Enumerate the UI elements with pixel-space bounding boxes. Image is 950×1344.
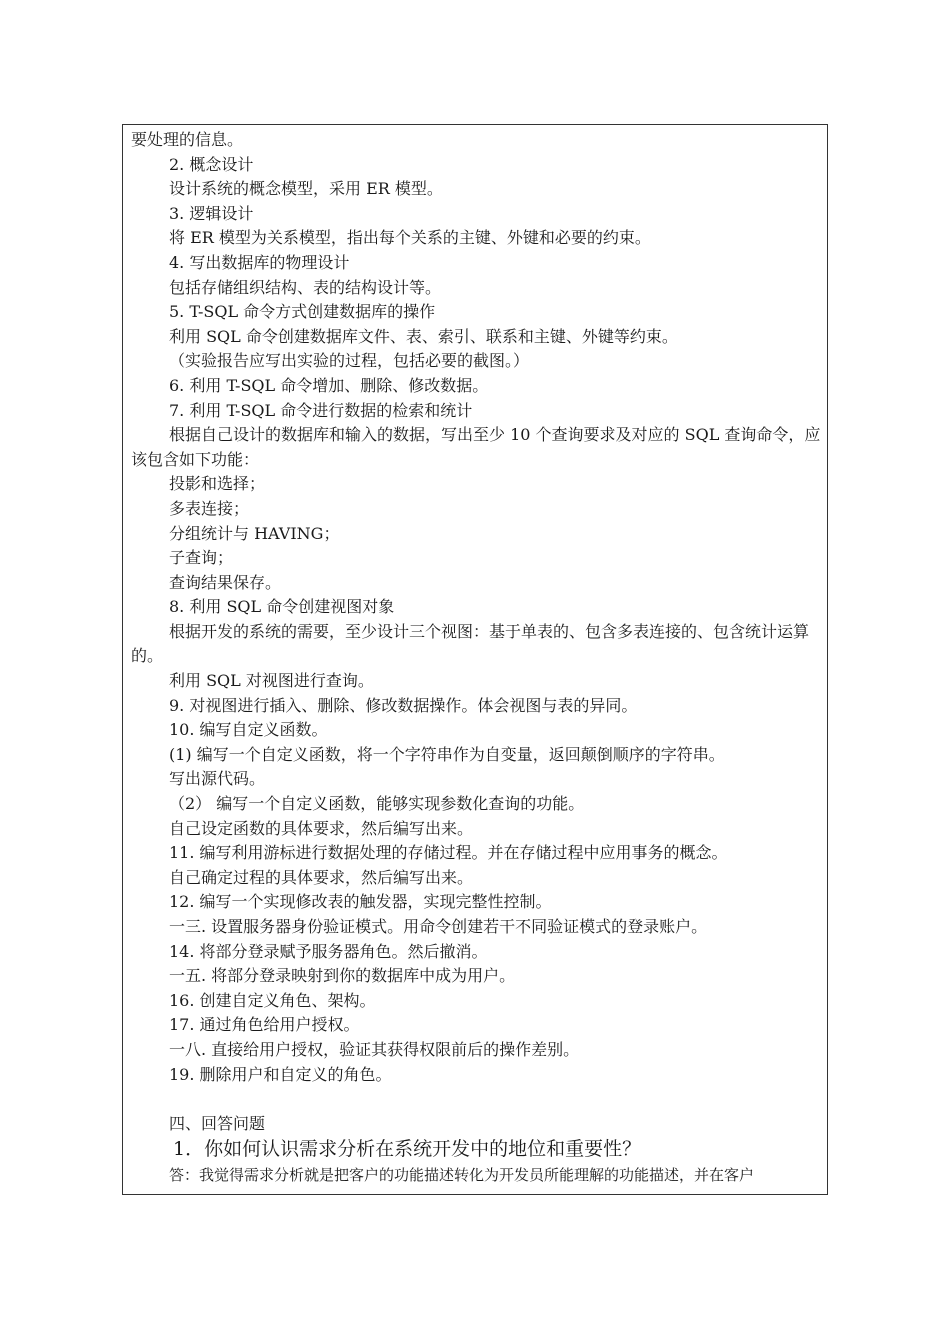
text-line: （2） 编写一个自定义函数，能够实现参数化查询的功能。 bbox=[169, 794, 585, 814]
text-line: （实验报告应写出实验的过程，包括必要的截图。） bbox=[169, 351, 530, 371]
text-line: 根据开发的系统的需要，至少设计三个视图：基于单表的、包含多表连接的、包含统计运算的。 bbox=[131, 621, 810, 666]
text-line: 8. 利用 SQL 命令创建视图对象 bbox=[169, 597, 395, 617]
text-line: 一五. 将部分登录映射到你的数据库中成为用户。 bbox=[169, 966, 516, 986]
text-line: 查询结果保存。 bbox=[169, 572, 282, 592]
text-line: 设计系统的概念模型，采用 ER 模型。 bbox=[169, 179, 443, 199]
text-line: 投影和选择； bbox=[169, 474, 266, 494]
text-line: 17. 通过角色给用户授权。 bbox=[169, 1015, 360, 1035]
text-line: 14. 将部分登录赋予服务器角色。然后撤消。 bbox=[169, 941, 488, 961]
document-body bbox=[131, 128, 821, 1188]
text-line: 7. 利用 T-SQL 命令进行数据的检索和统计 bbox=[169, 400, 473, 420]
text-line: 9. 对视图进行插入、删除、修改数据操作。体会视图与表的异同。 bbox=[169, 695, 638, 715]
text-line: 19. 删除用户和自定义的角色。 bbox=[169, 1064, 392, 1084]
text-line: 12. 编写一个实现修改表的触发器，实现完整性控制。 bbox=[169, 892, 552, 912]
question-text: 1．你如何认识需求分析在系统开发中的地位和重要性？ bbox=[173, 1138, 642, 1161]
text-line: 自己设定函数的具体要求，然后编写出来。 bbox=[169, 818, 474, 838]
text-line: 分组统计与 HAVING； bbox=[169, 523, 340, 543]
text-line: 4. 写出数据库的物理设计 bbox=[169, 252, 350, 272]
text-line: 16. 创建自定义角色、架构。 bbox=[169, 990, 376, 1010]
text-line: 将 ER 模型为关系模型，指出每个关系的主键、外键和必要的约束。 bbox=[169, 228, 651, 248]
section-heading: 四、回答问题 bbox=[169, 1113, 266, 1133]
text-line: 一三. 设置服务器身份验证模式。用命令创建若干不同验证模式的登录账户。 bbox=[169, 917, 708, 936]
text-line: 多表连接； bbox=[169, 498, 250, 518]
text-line: 包括存储组织结构、表的结构设计等。 bbox=[169, 277, 442, 297]
text-line: 5. T-SQL 命令方式创建数据库的操作 bbox=[169, 302, 436, 322]
text-line: 11. 编写利用游标进行数据处理的存储过程。并在存储过程中应用事务的概念。 bbox=[169, 843, 728, 863]
text-line: 利用 SQL 命令创建数据库文件、表、索引、联系和主键、外键等约束。 bbox=[169, 326, 678, 346]
text-line: 根据自己设计的数据库和输入的数据，写出至少 10 个查询要求及对应的 SQL 查询命令，应该包含如下功能： bbox=[131, 425, 821, 469]
text-line: 写出源代码。 bbox=[169, 769, 266, 789]
text-line: 10. 编写自定义函数。 bbox=[169, 720, 328, 740]
text-line: 子查询； bbox=[169, 548, 234, 568]
text-line: 2. 概念设计 bbox=[169, 154, 254, 174]
text-line: (1) 编写一个自定义函数，将一个字符串作为自变量，返回颠倒顺序的字符串。 bbox=[169, 744, 725, 764]
step-list bbox=[131, 128, 821, 1087]
text-line: 6. 利用 T-SQL 命令增加、删除、修改数据。 bbox=[169, 375, 489, 395]
answer-text: 答：我觉得需求分析就是把客户的功能描述转化为开发员所能理解的功能描述，并在客户 bbox=[169, 1166, 755, 1185]
text-line: 要处理的信息。 bbox=[131, 130, 244, 149]
blank-line bbox=[131, 1087, 821, 1112]
text-line: 3. 逻辑设计 bbox=[169, 203, 254, 223]
text-line: 一八. 直接给用户授权，验证其获得权限前后的操作差别。 bbox=[169, 1039, 580, 1059]
text-line: 利用 SQL 对视图进行查询。 bbox=[169, 671, 374, 691]
text-line: 自己确定过程的具体要求，然后编写出来。 bbox=[169, 867, 474, 887]
